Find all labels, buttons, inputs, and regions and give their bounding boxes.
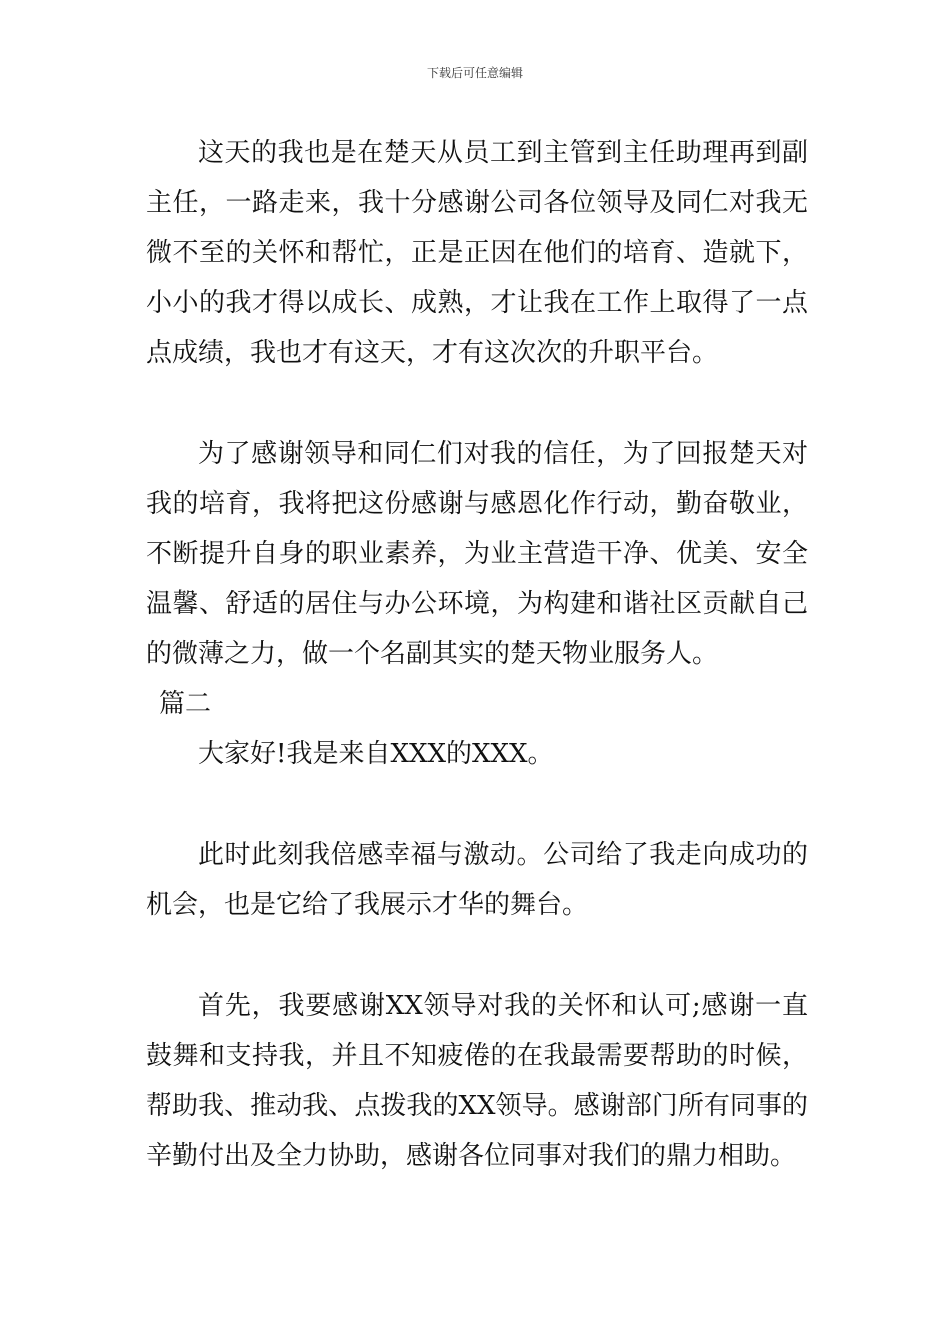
paragraph-acknowledgements: 首先，我要感谢XX领导对我的关怀和认可;感谢一直鼓舞和支持我，并且不知疲倦的在我最需要帮助的时候，帮助我、推动我、点拨我的XX领导。感谢部门所有同事的辛勤付出及全力协助，感谢各位同事对我们的鼎力相助。	[146, 991, 808, 1171]
paragraph-promotion-thanks: 这天的我也是在楚天从员工到主管到主任助理再到副主任，一路走来，我十分感谢公司各位领导及同仁对我无微不至的关怀和帮忙，正是正因在他们的培育、造就下，小小的我才得以成长、成熟，才让我在工作上取得了一点点成绩，我也才有这天，才有这次次的升职平台。	[146, 138, 808, 368]
document-body	[146, 128, 808, 1181]
section-title: 篇二	[159, 689, 212, 719]
paragraph-gap	[146, 779, 808, 830]
page-header-note: 下载后可任意编辑	[426, 66, 523, 80]
paragraph-gap	[146, 930, 808, 981]
paragraph-commitment: 为了感谢领导和同仁们对我的信任，为了回报楚天对我的培育，我将把这份感谢与感恩化作行动，勤奋敬业，不断提升自身的职业素养，为业主营造干净、优美、安全温馨、舒适的居住与办公环境，为构建和谐社区贡献自己的微薄之力，做一个名副其实的楚天物业服务人。	[146, 439, 808, 669]
paragraph-greeting: 大家好!我是来自XXX的XXX。	[198, 739, 554, 769]
paragraph-gratitude: 此时此刻我倍感幸福与激动。公司给了我走向成功的机会，也是它给了我展示才华的舞台。	[146, 840, 808, 920]
paragraph-gap	[146, 378, 808, 429]
